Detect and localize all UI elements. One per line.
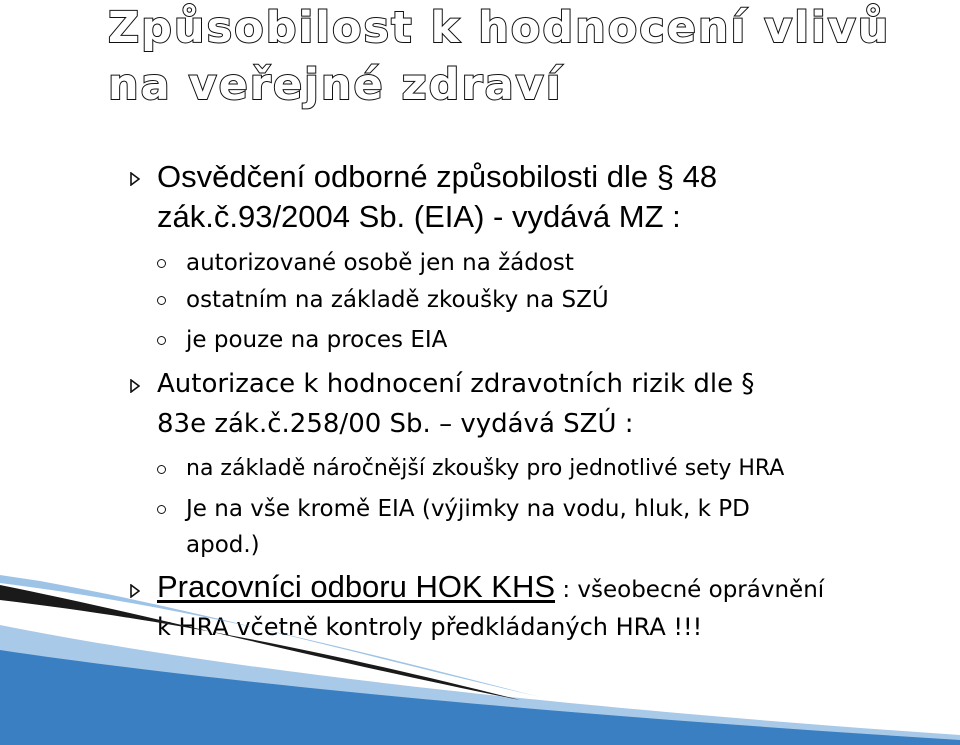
bullet-1-sub-1: autorizované osobě jen na žádost (186, 250, 574, 276)
bullet-2-sub-2: Je na vše kromě EIA (výjimky na vodu, hluk, k PD (186, 496, 750, 522)
circle-bullet-icon (157, 296, 166, 305)
decorative-wave (0, 575, 960, 745)
triangle-bullet-icon (130, 379, 140, 393)
bullet-2-line-1: Autorizace k hodnocení zdravotních rizik dle § (157, 369, 755, 399)
bullet-3-rest: : všeobecné oprávnění (555, 577, 825, 603)
circle-bullet-icon (157, 505, 166, 514)
bullet-1-sub-3: je pouze na proces EIA (186, 327, 448, 353)
bullet-2-line-2: 83e zák.č.258/00 Sb. – vydává SZÚ : (157, 409, 634, 439)
bullet-3-lead: Pracovníci odboru HOK KHS (157, 569, 556, 604)
slide-title-line-1: Způsobilost k hodnocení vlivů (108, 3, 891, 53)
bullet-2-sub-1: na základě náročnější zkoušky pro jednotlivé sety HRA (186, 456, 785, 481)
bullet-1-sub-2: ostatním na základě zkoušky na SZÚ (186, 287, 609, 313)
slide-title-line-2: na veřejné zdraví (108, 60, 563, 110)
bullet-2-sub-2-continued: apod.) (186, 532, 260, 558)
bullet-3-line-2: k HRA včetně kontroly předkládaných HRA !!! (157, 613, 703, 641)
circle-bullet-icon (157, 336, 166, 345)
bullet-1-line-1: Osvědčení odborné způsobilosti dle § 48 (157, 159, 718, 194)
bullet-1-line-2: zák.č.93/2004 Sb. (EIA) - vydává MZ : (157, 199, 681, 234)
circle-bullet-icon (157, 259, 166, 268)
triangle-bullet-icon (130, 172, 140, 186)
circle-bullet-icon (157, 465, 166, 474)
